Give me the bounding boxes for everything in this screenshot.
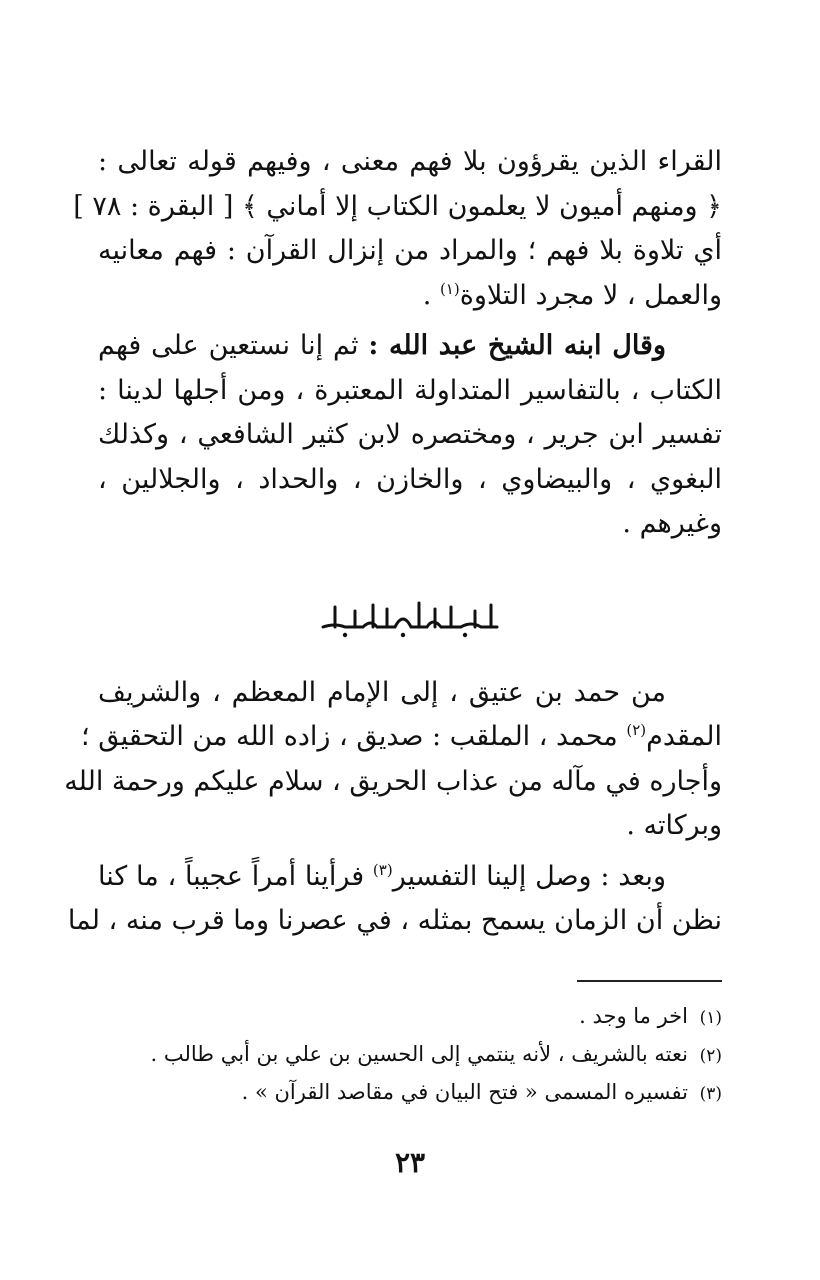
footnote-number: (١) bbox=[699, 1007, 722, 1028]
text-line: وبركاته . bbox=[626, 810, 722, 841]
page-number: ٢٣ bbox=[394, 1146, 426, 1179]
text-fragment: وبعد : وصل إلينا التفسير bbox=[392, 860, 666, 892]
text-line: من حمد بن عتيق ، إلى الإمام المعظم ، والشريف bbox=[98, 676, 666, 708]
book-page bbox=[64, 140, 722, 1200]
paragraph-tafsir-sources bbox=[98, 324, 722, 547]
footnote-ref-2: (٢) bbox=[626, 721, 647, 739]
footnote-number: (٢) bbox=[699, 1045, 722, 1066]
footnote-number: (٣) bbox=[699, 1083, 722, 1104]
text-fragment: ثم إنا نستعين على فهم bbox=[98, 330, 369, 361]
text-fragment: والعمل ، لا مجرد التلاوة bbox=[459, 279, 722, 311]
text-line bbox=[98, 324, 722, 369]
text-fragment: محمد ، الملقب : صديق ، زاده الله من التحقيق ؛ bbox=[81, 721, 618, 752]
basmala-ornament-icon bbox=[315, 597, 505, 641]
text-line: الكتاب ، بالتفاسير المتداولة المعتبرة ، ومن أجلها لدينا : bbox=[98, 374, 722, 406]
paragraph-quran-readers bbox=[73, 140, 722, 318]
text-line bbox=[98, 855, 722, 900]
basmala-calligraphy bbox=[98, 597, 722, 641]
text-line: والعمل ، لا مجرد التلاوة$^{(١)}$ . bbox=[422, 279, 722, 311]
footnote-item bbox=[98, 1036, 722, 1074]
footnote-text: اخر ما وجد . bbox=[579, 1003, 688, 1028]
paragraph-tafsir-received bbox=[67, 855, 722, 944]
text-fragment: فرأينا أمراً عجيباً ، ما كنا bbox=[98, 860, 365, 892]
text-line bbox=[81, 715, 722, 760]
text-line: وغيرهم . bbox=[622, 508, 722, 539]
speaker-name: وقال ابنه الشيخ عبد الله : bbox=[368, 330, 666, 361]
text-line: القراء الذين يقرؤون بلا فهم معنى ، وفيهم قوله تعالى : bbox=[98, 146, 722, 177]
text-line: وأجاره في مآله من عذاب الحريق ، سلام عليكم ورحمة الله bbox=[64, 765, 722, 797]
text-line: البغوي ، والبيضاوي ، والخازن ، والحداد ، والجلالين ، bbox=[98, 463, 722, 495]
text-fragment: المقدم bbox=[646, 721, 722, 752]
footnote-divider bbox=[577, 980, 722, 982]
footnote-text: نعته بالشريف ، لأنه ينتمي إلى الحسين بن علي بن أبي طالب . bbox=[150, 1041, 688, 1066]
text-line: نظن أن الزمان يسمح بمثله ، في عصرنا وما قرب منه ، لما bbox=[67, 905, 722, 936]
text-line: أي تلاوة بلا فهم ؛ والمراد من إنزال القرآن : فهم معانيه bbox=[98, 235, 722, 266]
text-line: ﴿ ومنهم أميون لا يعلمون الكتاب إلا أماني ﴾ [ البقرة : ٧٨ ] bbox=[73, 190, 722, 222]
footnote-item bbox=[98, 1074, 722, 1112]
footnote-ref-1: (١) bbox=[439, 279, 460, 298]
paragraph-letter-opening bbox=[64, 671, 722, 849]
footnote-ref-3: (٣) bbox=[372, 860, 393, 879]
footnote-item bbox=[98, 998, 722, 1036]
footnotes bbox=[98, 998, 722, 1112]
footnote-text: تفسيره المسمى « فتح البيان في مقاصد القرآن » . bbox=[241, 1079, 688, 1104]
text-line: تفسير ابن جرير ، ومختصره لابن كثير الشافعي ، وكذلك bbox=[98, 419, 722, 450]
